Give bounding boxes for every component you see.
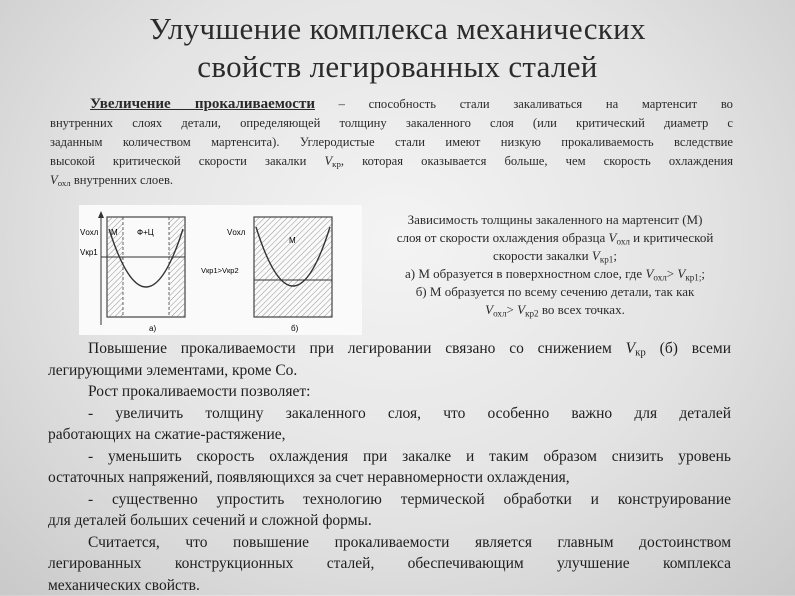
- label-panel-b: б): [291, 324, 299, 333]
- title-line-1: Улучшение комплекса механических: [0, 10, 795, 48]
- symbol-v: V: [677, 266, 685, 281]
- symbol-v: V: [645, 266, 653, 281]
- intro-line-4-b: , которая оказывается больше, чем скорость охлаждения: [341, 154, 733, 168]
- body-p2: Рост прокаливаемости позволяет:: [48, 381, 731, 403]
- subscript-kr: кр: [332, 159, 341, 169]
- label-vohl-b: Vохл: [227, 228, 246, 237]
- caption-line-5: б) М образуется по всему сечению детали, так как: [355, 283, 755, 301]
- body-p4-line-1: - уменьшить скорость охлаждения при закалке и таким образом снизить уровень: [48, 446, 731, 468]
- symbol-v: V: [517, 302, 525, 317]
- label-vkr-a: Vкр1: [80, 248, 98, 257]
- caption-line-2-b: и критической: [630, 230, 713, 245]
- body-p1-b: (б) всеми: [646, 340, 731, 357]
- label-fc-a: Ф+Ц: [137, 228, 154, 237]
- symbol-v: V: [609, 230, 617, 245]
- caption-line-3-a: скорости закалки: [493, 248, 592, 263]
- caption-line-4: [355, 265, 755, 283]
- intro-line-5: [50, 171, 733, 190]
- symbol-v: V: [485, 302, 493, 317]
- greater-than: >: [667, 266, 678, 281]
- caption-line-3-b: ;: [613, 248, 617, 263]
- caption-line-2-a: слоя от скорости охлаждения образца: [397, 230, 609, 245]
- intro-line-5-b: внутренних слоев.: [71, 173, 173, 187]
- caption-line-1: Зависимость толщины закаленного на мартенсит (М): [355, 211, 755, 229]
- subscript-kr1: кр1: [600, 254, 614, 264]
- symbol-v: V: [50, 173, 58, 187]
- intro-paragraph: [50, 95, 733, 190]
- subscript-kr1: кр1;: [685, 272, 701, 282]
- diagram-svg: [79, 205, 362, 335]
- body-p1-a: Повышение прокаливаемости при легировании связано со снижением: [88, 340, 626, 357]
- body-p1-line-2: легирующими элементами, кроме Со.: [48, 360, 731, 382]
- slide-title: [0, 10, 795, 86]
- axis-arrow-icon: [98, 211, 104, 218]
- title-line-2: свойств легированных сталей: [0, 48, 795, 86]
- body-p6-line-2: легированных конструкционных сталей, обеспечивающим улучшение комплекса: [48, 553, 731, 575]
- caption-line-4-a: а) М образуется в поверхностном слое, где: [405, 266, 645, 281]
- intro-line-2: внутренних слоях детали, определяющей толщину закаленного слоя (или критический диаметр с: [50, 114, 733, 133]
- subscript-kr: кр: [635, 347, 646, 359]
- greater-than: >: [507, 302, 518, 317]
- intro-line-3: заданным количеством мартенсита). Углеродистые стали имеют низкую прокаливаемость вследствие: [50, 133, 733, 152]
- intro-line-4-a: высокой критической скорости закалки: [50, 154, 324, 168]
- label-m-b: М: [289, 236, 296, 245]
- label-vohl-a: Vохл: [80, 228, 99, 237]
- body-p6-line-3: механических свойств.: [48, 575, 731, 596]
- symbol-v: V: [592, 248, 600, 263]
- symbol-v: V: [324, 154, 332, 168]
- body-p1-line-1: [48, 338, 731, 360]
- body-p3-line-1: - увеличить толщину закаленного слоя, что особенно важно для деталей: [48, 403, 731, 425]
- subscript-ohl: охл: [653, 272, 666, 282]
- subscript-ohl: охл: [617, 236, 630, 246]
- panel-b: [201, 217, 332, 333]
- hardenability-diagram: [79, 205, 362, 335]
- intro-line-4: [50, 152, 733, 171]
- caption-line-3: [355, 247, 755, 265]
- panel-a: [80, 211, 185, 333]
- figure-caption: [355, 211, 755, 319]
- intro-line-1-text: – способность стали закаливаться на мартенсит во: [315, 97, 733, 111]
- label-panel-a: а): [149, 324, 156, 333]
- body-p6-line-1: Считается, что повышение прокаливаемости является главным достоинством: [48, 532, 731, 554]
- caption-line-6: [355, 301, 755, 319]
- caption-line-4-b: ;: [701, 266, 705, 281]
- subscript-kr2: кр2: [525, 308, 539, 318]
- body-p5-line-1: - существенно упростить технологию термической обработки и конструирование: [48, 489, 731, 511]
- caption-line-2: [355, 229, 755, 247]
- subscript-ohl: охл: [493, 308, 506, 318]
- body-p5-line-2: для деталей больших сечений и сложной формы.: [48, 510, 731, 532]
- sample-b-outline: [254, 217, 332, 317]
- caption-line-6-b: во всех точках.: [539, 302, 625, 317]
- label-vkr2-b: Vкр1>Vкр2: [201, 266, 239, 275]
- subscript-ohl: охл: [58, 178, 71, 188]
- intro-line-1: [50, 95, 733, 114]
- label-m-a: М: [111, 228, 118, 237]
- intro-lead-term: Увеличение прокаливаемости: [90, 96, 315, 112]
- body-p3-line-2: работающих на сжатие-растяжение,: [48, 424, 731, 446]
- main-text: [48, 338, 731, 596]
- symbol-v: V: [626, 340, 635, 357]
- body-p4-line-2: остаточных напряжений, появляющихся за счет неравномерности охлаждения,: [48, 467, 731, 489]
